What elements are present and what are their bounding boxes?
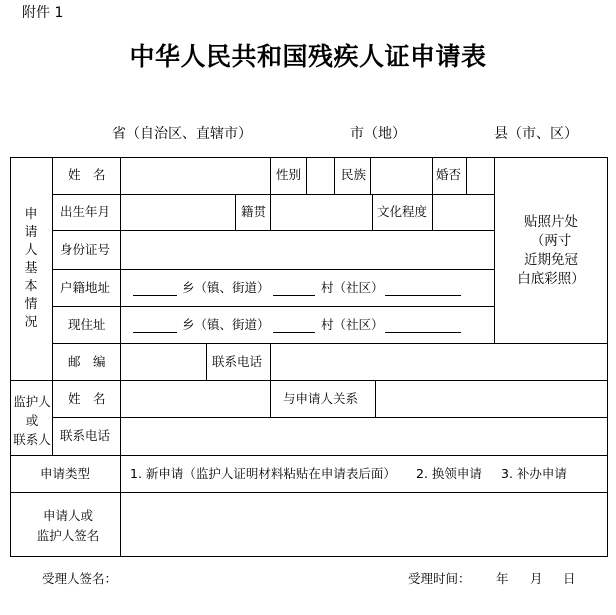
- household-town-blank: [133, 295, 177, 296]
- option-reissue: 3. 补办申请: [501, 466, 567, 481]
- option-replacement: 2. 换领申请: [416, 466, 482, 481]
- residence-town-blank: [133, 332, 177, 333]
- day-label: 日: [563, 571, 576, 586]
- receiver-signature-label: 受理人签名：: [42, 571, 118, 586]
- residence-detail-blank: [385, 332, 461, 333]
- application-type-label: 申请类型: [40, 466, 91, 481]
- county-label: 县（市、区）: [494, 126, 578, 142]
- education-label: 文化程度: [377, 204, 428, 219]
- native-place-label: 籍贯: [241, 204, 267, 219]
- year-label: 年: [496, 571, 509, 586]
- name-label: 姓 名: [68, 167, 106, 182]
- household-address-label: 户籍地址: [60, 280, 111, 295]
- guardian-section-label: 监护人 或 联系人: [13, 394, 51, 447]
- residence-village-label: 村（社区）: [321, 317, 384, 332]
- guardian-name-label: 姓 名: [68, 391, 106, 406]
- id-number-label: 身份证号: [60, 242, 111, 257]
- applicant-section-label: 申 请 人 基 本 情 况: [24, 207, 38, 330]
- residence-town-label: 乡（镇、街道）: [182, 317, 270, 332]
- applicant-phone-label: 联系电话: [212, 354, 263, 369]
- form-title: 中华人民共和国残疾人证申请表: [129, 42, 487, 71]
- household-detail-blank: [385, 295, 461, 296]
- city-label: 市（地）: [350, 126, 406, 142]
- ethnicity-label: 民族: [341, 167, 367, 182]
- household-village-label: 村（社区）: [321, 280, 384, 295]
- postcode-label: 邮 编: [68, 354, 106, 369]
- guardian-phone-label: 联系电话: [60, 428, 111, 443]
- household-town-label: 乡（镇、街道）: [182, 280, 270, 295]
- birth-label: 出生年月: [60, 204, 111, 219]
- receipt-time-label: 受理时间：: [408, 571, 471, 586]
- residence-village-blank: [273, 332, 315, 333]
- province-label: 省（自治区、直辖市）: [112, 126, 252, 142]
- residence-label: 现住址: [68, 317, 106, 332]
- annex-label: 附件 1: [22, 5, 64, 21]
- option-new-application: 1. 新申请（监护人证明材料粘贴在申请表后面）: [130, 466, 396, 481]
- relation-label: 与申请人关系: [283, 391, 359, 406]
- month-label: 月: [530, 571, 543, 586]
- gender-label: 性别: [276, 167, 302, 182]
- household-village-blank: [273, 295, 315, 296]
- marital-label: 婚否: [436, 167, 462, 182]
- photo-placeholder: 贴照片处 （两寸 近期免冠 白底彩照）: [517, 214, 585, 287]
- signature-label: 申请人或 监护人签名: [36, 508, 100, 543]
